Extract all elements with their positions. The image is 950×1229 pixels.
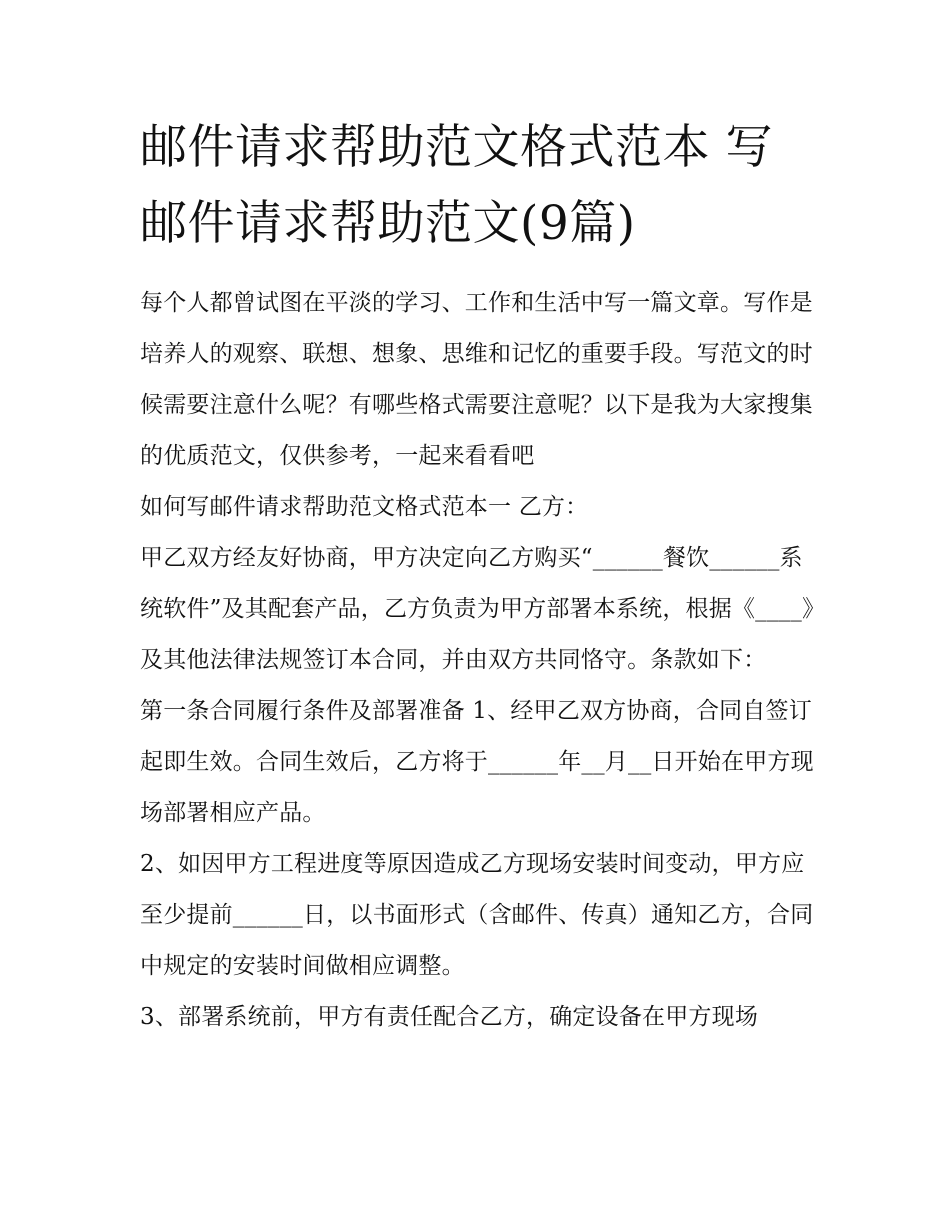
document-title: 邮件请求帮助范文格式范本 写邮件请求帮助范文(9篇) [140,120,773,251]
document-body [140,110,820,1043]
section-heading-paragraph: 如何写邮件请求帮助范文格式范本一 乙方： [140,494,589,520]
clause-3-paragraph: 3、部署系统前，甲方有责任配合乙方，确定设备在甲方现场 [140,1004,759,1030]
agreement-paragraph: 甲乙双方经友好协商，甲方决定向乙方购买“______餐饮______系统软件”及其配套产品，乙方负责为甲方部署本系统，根据《____》及其他法律法规签订本合同，并由双方共同恪守。条款如下： [140,545,814,673]
clause-1-paragraph: 第一条合同履行条件及部署准备 1、经甲乙双方协商，合同自签订起即生效。合同生效后，乙方将于______年__月__日开始在甲方现场部署相应产品。 [140,698,814,826]
intro-paragraph: 每个人都曾试图在平淡的学习、工作和生活中写一篇文章。写作是培养人的观察、联想、想象、思维和记忆的重要手段。写范文的时候需要注意什么呢？有哪些格式需要注意呢？以下是我为大家搜集的优质范文，仅供参考，一起来看看吧 [140,290,813,469]
clause-2-paragraph: 2、如因甲方工程进度等原因造成乙方现场安装时间变动，甲方应至少提前______日，以书面形式（含邮件、传真）通知乙方，合同中规定的安装时间做相应调整。 [140,851,814,979]
